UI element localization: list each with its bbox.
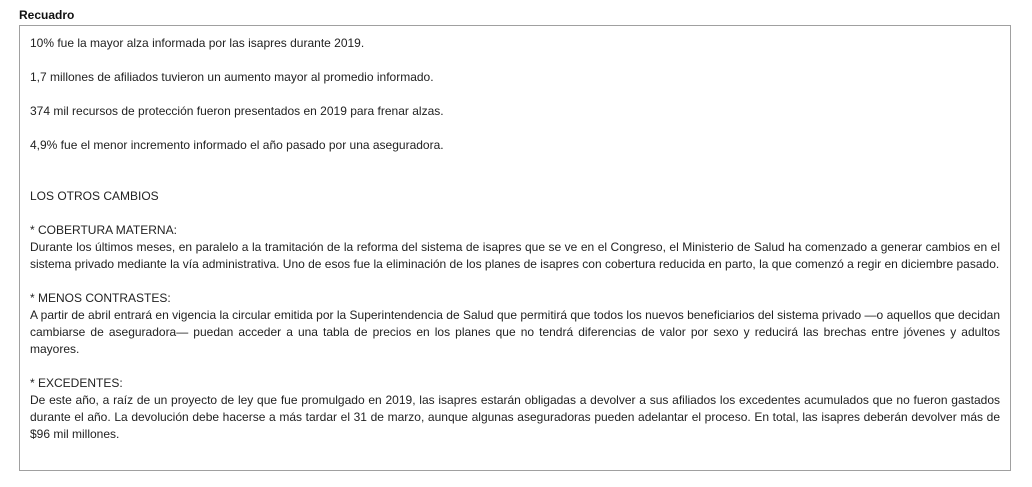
change-item-excedentes	[30, 375, 1000, 443]
section-label: Recuadro	[19, 8, 75, 22]
changes-heading: LOS OTROS CAMBIOS	[30, 189, 159, 203]
fact-item: 1,7 millones de afiliados tuvieron un aumento mayor al promedio informado.	[30, 70, 434, 84]
fact-item: 4,9% fue el menor incremento informado el año pasado por una aseguradora.	[30, 138, 444, 152]
change-title: * COBERTURA MATERNA:	[30, 223, 177, 237]
change-title: * MENOS CONTRASTES:	[30, 291, 171, 305]
change-body: De este año, a raíz de un proyecto de ley que fue promulgado en 2019, las isapres estarán obligadas a devolver a sus afiliados los excedentes acumulados que no fueron gastados durante el año. La devolución debe hacerse a más tardar el 31 de marzo, aunque algunas aseguradoras pueden adelantar el proceso. En total, las isapres deberán devolver más de $96 mil millones.	[30, 393, 1000, 441]
change-item-cobertura-materna	[30, 222, 1000, 273]
fact-item: 374 mil recursos de protección fueron presentados en 2019 para frenar alzas.	[30, 104, 444, 118]
change-item-menos-contrastes	[30, 290, 1000, 358]
change-title: * EXCEDENTES:	[30, 376, 123, 390]
recuadro-box	[19, 25, 1011, 471]
fact-item: 10% fue la mayor alza informada por las isapres durante 2019.	[30, 36, 365, 50]
change-body: A partir de abril entrará en vigencia la circular emitida por la Superintendencia de Salud que permitirá que todos los nuevos beneficiarios del sistema privado —o aquellos que decidan cambiarse de aseguradora— puedan acceder a una tabla de precios en los planes que no tendrá diferencias de valor por sexo y reducirá las brechas entre jóvenes y adultos mayores.	[30, 308, 1000, 356]
change-body: Durante los últimos meses, en paralelo a la tramitación de la reforma del sistema de isapres que se ve en el Congreso, el Ministerio de Salud ha comenzado a generar cambios en el sistema privado mediante la vía administrativa. Uno de esos fue la eliminación de los planes de isapres con cobertura reducida en parto, la que comenzó a regir en diciembre pasado.	[30, 240, 1000, 271]
